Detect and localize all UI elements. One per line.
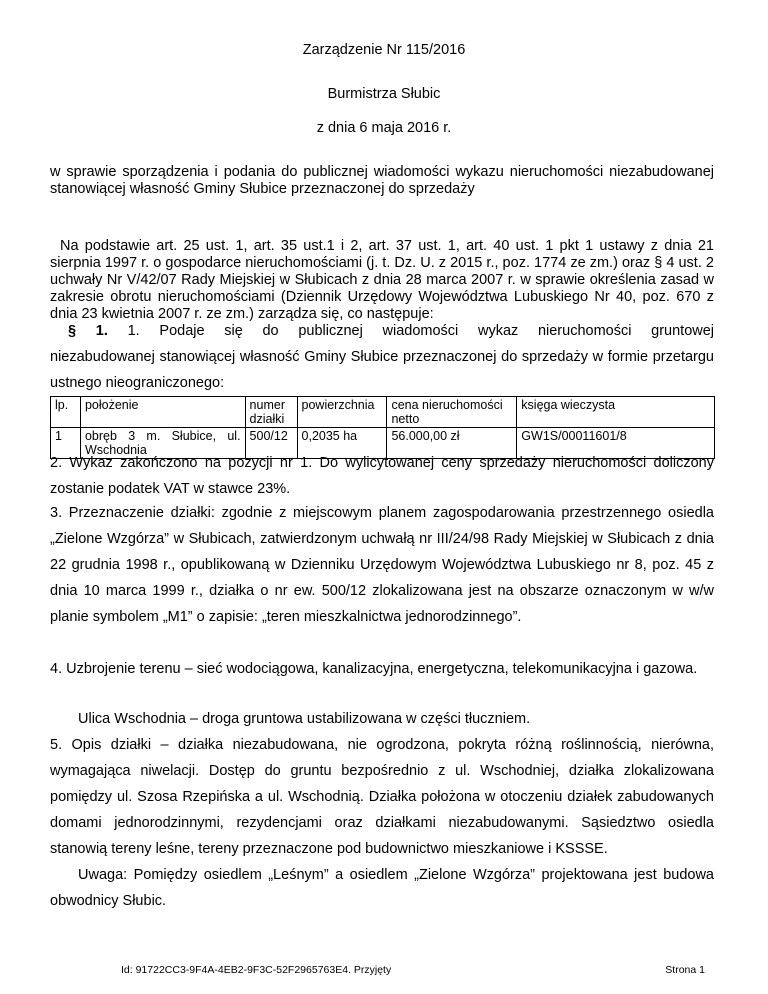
point-4: 4. Uzbrojenie terenu – sieć wodociągowa, kanalizacyjna, energetyczna, telekomunikacyjna i gazowa.: [50, 661, 698, 677]
table-cell: GW1S/00011601/8: [517, 428, 715, 459]
footer-page-number: Strona 1: [665, 964, 705, 976]
table-cell: 1: [51, 428, 81, 459]
section1-point1-rest: niezabudowanej stanowiącej własność Gminy Słubice przeznaczonej do sprzedaży w formie przetargu ustnego nieograniczonego:: [50, 349, 714, 391]
table-cell: 56.000,00 zł: [387, 428, 517, 459]
document-issuer: Burmistrza Słubic: [327, 86, 441, 102]
section1-point1-intro: 1. Podaje się do publicznej wiadomości wykaz nieruchomości gruntowej: [127, 323, 715, 339]
table-header-row: [51, 397, 715, 428]
section1-intro: [50, 318, 714, 344]
section-mark: § 1.: [68, 323, 108, 339]
preamble: Na podstawie art. 25 ust. 1, art. 35 ust.1 i 2, art. 37 ust. 1, art. 40 ust. 1 pkt 1 ustawy z dnia 21 sierpnia 1997 r. o gospodarce nieruchomościami (j. t. Dz. U. z 2015 r., poz. 1774 ze zm.) oraz § 4 ust. 2 uchwały Nr V/42/07 Rady Miejskiej w Słubicach z dnia 28 marca 2007 r. w sprawie określenia zasad w zakresie obrotu nieruchomościami (Dziennik Urzędowy Województwa Lubuskiego Nr 40, poz. 670 z dnia 23 kwietnia 2007 r. ze zm.) zarządza się, co następuje:: [50, 238, 714, 322]
footer-document-id: Id: 91722CC3-9F4A-4EB2-9F3C-52F2965763E4. Przyjęty: [121, 964, 392, 976]
point-3: 3. Przeznaczenie działki: zgodnie z miejscowym planem zagospodarowania przestrzennego osiedla „Zielone Wzgórza” w Słubicach, zatwierdzonym uchwałą nr III/24/98 Rady Miejskiej w Słubicach z dnia 22 grudnia 1998 r., opublikowaną w Dzienniku Urzędowym Województwa Lubuskiego nr 8, poz. 45 z dnia 10 marca 1999 r., działka o nr ew. 500/12 zlokalizowana jest na obszarze oznaczonym w w/w planie symbolem „M1” o zapisie: „teren mieszkalnictwa jednorodzinnego”.: [50, 505, 714, 625]
document-date: z dnia 6 maja 2016 r.: [316, 120, 452, 136]
table-cell: obręb 3 m. Słubice, ul. Wschodnia: [80, 428, 245, 459]
point-2: 2. Wykaz zakończono na pozycji nr 1. Do wylicytowanej ceny sprzedaży nieruchomości doliczony zostanie podatek VAT w stawce 23%.: [50, 455, 714, 497]
table-header-cell: lp.: [51, 397, 81, 428]
document-title: Zarządzenie Nr 115/2016: [302, 42, 466, 58]
document-subject: w sprawie sporządzenia i podania do publicznej wiadomości wykazu nieruchomości niezabudowanej stanowiącej własność Gminy Słubice przeznaczonej do sprzedaży: [50, 164, 714, 197]
table-cell: 0,2035 ha: [297, 428, 387, 459]
table-header-cell: numer działki: [245, 397, 297, 428]
point-5: 5. Opis działki – działka niezabudowana, nie ogrodzona, pokryta różną roślinnością, nierówna, wymagająca niwelacji. Dostęp do gruntu bezpośrednio z ul. Wschodniej, działka zlokalizowana pomiędzy ul. Szosa Rzepińska a ul. Wschodnią. Działka położona w otoczeniu działek zabudowanych domami jednorodzinnymi, rezydencjami oraz działkami niezabudowanymi. Sąsiedztwo osiedla stanowią tereny leśne, tereny przeznaczone pod budownictwo mieszkaniowe i KSSSE.: [50, 737, 714, 857]
note: Uwaga: Pomiędzy osiedlem „Leśnym” a osiedlem „Zielone Wzgórza” projektowana jest budowa obwodnicy Słubic.: [50, 867, 714, 909]
table-header-cell: powierzchnia: [297, 397, 387, 428]
table-cell: 500/12: [245, 428, 297, 459]
table-header-cell: księga wieczysta: [517, 397, 715, 428]
table-header-cell: cena nieruchomości netto: [387, 397, 517, 428]
table-header-cell: położenie: [80, 397, 245, 428]
point-4-street: Ulica Wschodnia – droga gruntowa ustabilizowana w części tłuczniem.: [78, 711, 531, 727]
